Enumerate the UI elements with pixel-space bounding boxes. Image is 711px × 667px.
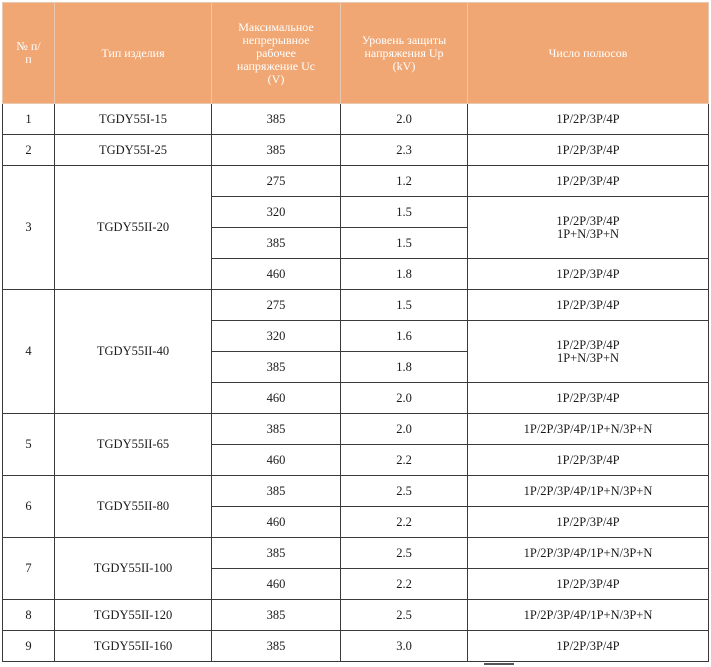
protection-level-cell: 1.5 (341, 197, 468, 228)
poles-cell: 1P/2P/3P/4P/1P+N/3P+N (468, 476, 709, 507)
row-number: 7 (3, 538, 55, 600)
product-type: TGDY55II-160 (55, 631, 212, 662)
protection-level-cell: 1.5 (341, 228, 468, 259)
page-edge-mark (484, 663, 514, 665)
protection-level-cell: 2.2 (341, 569, 468, 600)
protection-level-cell: 2.0 (341, 104, 468, 135)
header-row (3, 3, 709, 104)
protection-level-cell: 2.3 (341, 135, 468, 166)
protection-level-cell: 2.0 (341, 414, 468, 445)
product-type: TGDY55II-120 (55, 600, 212, 631)
spec-table (2, 2, 709, 662)
table-row (3, 290, 709, 321)
table-body (3, 104, 709, 662)
max-voltage-cell: 320 (212, 197, 341, 228)
header-max-voltage: Максимальное непрерывное рабочее напряжение Uc (V) (212, 3, 341, 104)
row-number: 6 (3, 476, 55, 538)
max-voltage-cell: 385 (212, 476, 341, 507)
poles-cell: 1P/2P/3P/4P (468, 507, 709, 538)
max-voltage-cell: 385 (212, 135, 341, 166)
table-row (3, 135, 709, 166)
max-voltage-cell: 460 (212, 569, 341, 600)
protection-level-cell: 2.2 (341, 445, 468, 476)
max-voltage-cell: 385 (212, 104, 341, 135)
max-voltage-cell: 385 (212, 414, 341, 445)
product-type: TGDY55II-20 (55, 166, 212, 290)
poles-cell: 1P/2P/3P/4P (468, 104, 709, 135)
protection-level-cell: 1.8 (341, 352, 468, 383)
poles-cell: 1P/2P/3P/4P/1P+N/3P+N (468, 600, 709, 631)
table-row (3, 476, 709, 507)
max-voltage-cell: 385 (212, 538, 341, 569)
table-row (3, 104, 709, 135)
max-voltage-cell: 460 (212, 507, 341, 538)
product-type: TGDY55II-40 (55, 290, 212, 414)
product-type: TGDY55I-15 (55, 104, 212, 135)
protection-level-cell: 2.5 (341, 538, 468, 569)
protection-level-cell: 2.5 (341, 600, 468, 631)
header-number: № п/ п (3, 3, 55, 104)
table-row (3, 414, 709, 445)
max-voltage-cell: 320 (212, 321, 341, 352)
table-row (3, 631, 709, 662)
protection-level-cell: 1.6 (341, 321, 468, 352)
header-protection-level: Уровень защиты напряжения Up (kV) (341, 3, 468, 104)
max-voltage-cell: 385 (212, 352, 341, 383)
poles-cell: 1P/2P/3P/4P (468, 259, 709, 290)
protection-level-cell: 1.2 (341, 166, 468, 197)
poles-cell: 1P/2P/3P/4P (468, 290, 709, 321)
max-voltage-cell: 275 (212, 166, 341, 197)
product-type: TGDY55II-100 (55, 538, 212, 600)
poles-cell: 1P/2P/3P/4P/1P+N/3P+N (468, 538, 709, 569)
poles-cell: 1P/2P/3P/4P (468, 135, 709, 166)
row-number: 2 (3, 135, 55, 166)
max-voltage-cell: 385 (212, 600, 341, 631)
table-header (3, 3, 709, 104)
product-type: TGDY55I-25 (55, 135, 212, 166)
max-voltage-cell: 460 (212, 383, 341, 414)
poles-cell: 1P/2P/3P/4P (468, 631, 709, 662)
header-poles: Число полюсов (468, 3, 709, 104)
row-number: 5 (3, 414, 55, 476)
table-row (3, 600, 709, 631)
poles-cell: 1P/2P/3P/4P (468, 383, 709, 414)
header-product-type: Тип изделия (55, 3, 212, 104)
protection-level-cell: 2.5 (341, 476, 468, 507)
row-number: 3 (3, 166, 55, 290)
protection-level-cell: 1.8 (341, 259, 468, 290)
max-voltage-cell: 275 (212, 290, 341, 321)
poles-cell: 1P/2P/3P/4P (468, 569, 709, 600)
table-row (3, 166, 709, 197)
poles-cell: 1P/2P/3P/4P (468, 166, 709, 197)
poles-cell: 1P/2P/3P/4P (468, 445, 709, 476)
product-type: TGDY55II-80 (55, 476, 212, 538)
poles-cell: 1P/2P/3P/4P 1P+N/3P+N (468, 197, 709, 259)
protection-level-cell: 2.0 (341, 383, 468, 414)
product-type: TGDY55II-65 (55, 414, 212, 476)
row-number: 8 (3, 600, 55, 631)
protection-level-cell: 2.2 (341, 507, 468, 538)
poles-cell: 1P/2P/3P/4P/1P+N/3P+N (468, 414, 709, 445)
protection-level-cell: 3.0 (341, 631, 468, 662)
max-voltage-cell: 385 (212, 631, 341, 662)
protection-level-cell: 1.5 (341, 290, 468, 321)
max-voltage-cell: 460 (212, 445, 341, 476)
max-voltage-cell: 385 (212, 228, 341, 259)
max-voltage-cell: 460 (212, 259, 341, 290)
table-row (3, 538, 709, 569)
row-number: 4 (3, 290, 55, 414)
poles-cell: 1P/2P/3P/4P 1P+N/3P+N (468, 321, 709, 383)
row-number: 1 (3, 104, 55, 135)
row-number: 9 (3, 631, 55, 662)
